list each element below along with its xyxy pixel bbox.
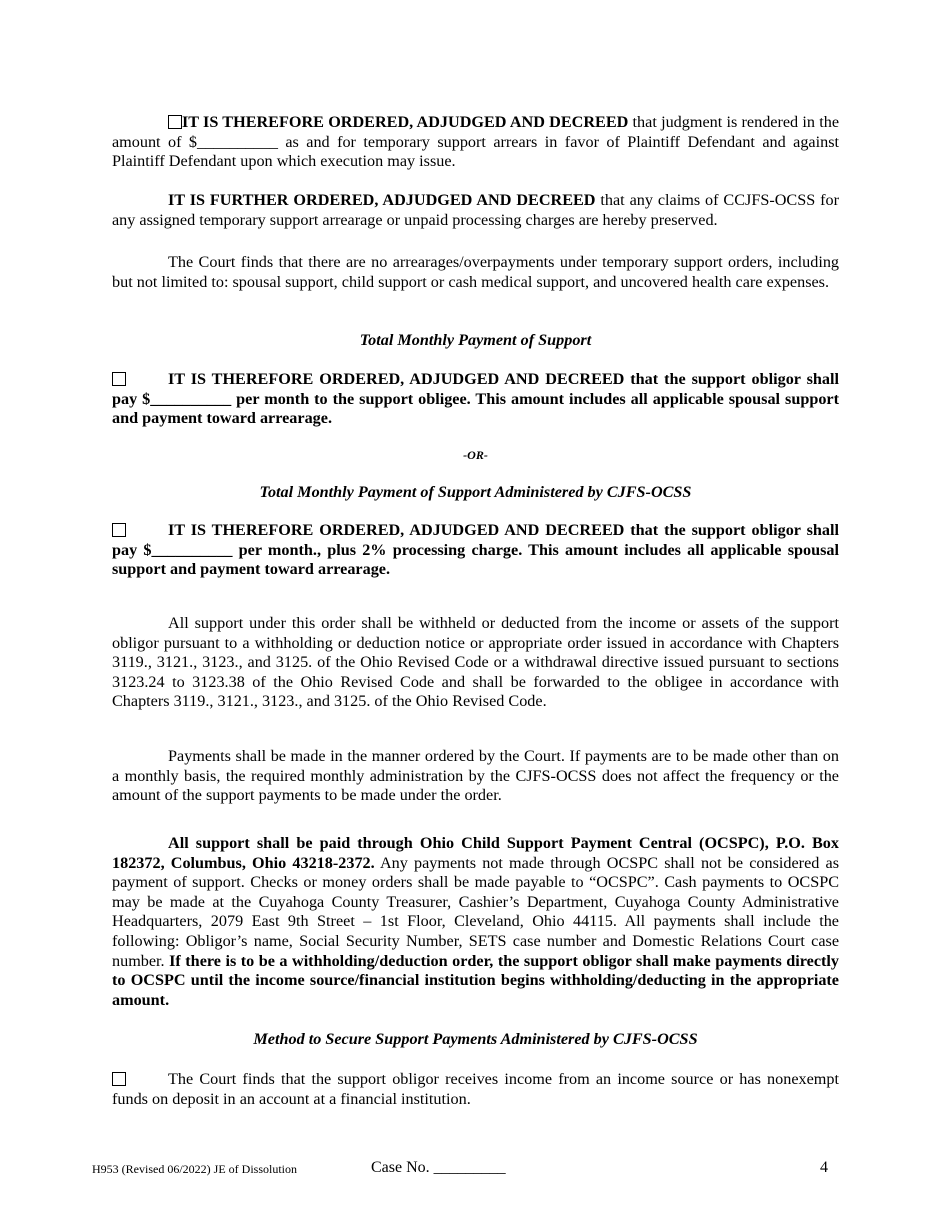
ocspc-lead: All support shall be paid through Ohio Child Support Payment Central (OCSPC), P.O. Box 182372, Columbus, Ohio 43218-2372. xyxy=(112,834,839,872)
or-label: -OR- xyxy=(463,448,488,462)
income-source-text: The Court finds that the support obligor receives income from an income source or has nonexempt funds on deposit in an account at a financial institution. xyxy=(112,1070,839,1108)
page-number: 4 xyxy=(820,1159,828,1176)
section-heading-total-monthly-payment: Total Monthly Payment of Support xyxy=(359,331,592,349)
no-arrearages-paragraph: The Court finds that there are no arrearages/overpayments under temporary support orders, including but not limited to: spousal support, child support or cash medical support, and uncovered health care expenses. xyxy=(112,253,839,291)
judgment-lead: IT IS THEREFORE ORDERED, ADJUDGED AND DECREED xyxy=(182,113,629,131)
form-id: H953 (Revised 06/2022) JE of Dissolution xyxy=(92,1162,297,1176)
income-source-checkbox[interactable] xyxy=(112,1072,126,1086)
claims-preserved-paragraph xyxy=(112,191,839,230)
section-heading-administered-payment: Total Monthly Payment of Support Administered by CJFS-OCSS xyxy=(259,483,692,501)
administered-payment-text: IT IS THEREFORE ORDERED, ADJUDGED AND DECREED that the support obligor shall pay $__________ per month., plus 2% processing charge. This amount includes all applicable spousal support and payment toward arrearage. xyxy=(112,521,839,579)
withholding-paragraph: All support under this order shall be withheld or deducted from the income or assets of the support obligor pursuant to a withholding or deduction notice or appropriate order issued in accordance with Chapters 3119., 3121., 3123., and 3125. of the Ohio Revised Code or a withdrawal directive issued pursuant to sections 3123.24 to 3123.38 of the Ohio Revised Code and shall be forwarded to the obligee in accordance with Chapters 3119., 3121., 3123., and 3125. of the Ohio Revised Code. xyxy=(112,614,839,711)
judgment-text: that judgment is rendered in the amount of $__________ as and for temporary support arrears in favor of Plaintiff Defendant and against Plaintiff Defendant upon which execution may issue. xyxy=(112,113,840,171)
ocspc-payment-paragraph xyxy=(112,834,839,1010)
administered-payment-checkbox[interactable] xyxy=(112,523,126,537)
judgment-paragraph xyxy=(112,113,839,172)
claims-lead: IT IS FURTHER ORDERED, ADJUDGED AND DECREED xyxy=(168,191,596,209)
monthly-payment-text: IT IS THEREFORE ORDERED, ADJUDGED AND DECREED that the support obligor shall pay $__________ per month to the support obligee. This amount includes all applicable spousal support and payment toward arrearage. xyxy=(112,370,839,428)
page-footer xyxy=(0,1158,950,1182)
payment-manner-paragraph: Payments shall be made in the manner ordered by the Court. If payments are to be made other than on a monthly basis, the required monthly administration by the CJFS-OCSS does not affect the frequency or the amount of the support payments to be made under the order. xyxy=(112,747,839,805)
income-source-paragraph xyxy=(112,1070,839,1109)
case-number-field: Case No. _________ xyxy=(371,1159,506,1176)
administered-payment-paragraph xyxy=(112,521,839,580)
ocspc-details: Any payments not made through OCSPC shall not be considered as payment of support. Checks or money orders shall be made payable to “OCSPC”. Cash payments to OCSPC may be made at the Cuyahoga County Treasurer, Cashier’s Department, Cuyahoga County Administrative Headquarters, 2079 East 9th Street – 1st Floor, Cleveland, Ohio 44115. All payments shall include the following: Obligor’s name, Social Security Number, SETS case number and Domestic Relations Court case number. xyxy=(112,853,840,970)
section-heading-method-to-secure: Method to Secure Support Payments Administered by CJFS-OCSS xyxy=(253,1030,698,1048)
judgment-checkbox[interactable] xyxy=(168,115,182,129)
monthly-payment-paragraph xyxy=(112,370,839,429)
claims-text: that any claims of CCJFS-OCSS for any assigned temporary support arrearage or unpaid processing charges are hereby preserved. xyxy=(112,191,839,229)
monthly-payment-checkbox[interactable] xyxy=(112,372,126,386)
ocspc-direct-payment-note: If there is to be a withholding/deduction order, the support obligor shall make payments directly to OCSPC until the income source/financial institution begins withholding/deducting in the appropriate amount. xyxy=(112,951,839,1009)
